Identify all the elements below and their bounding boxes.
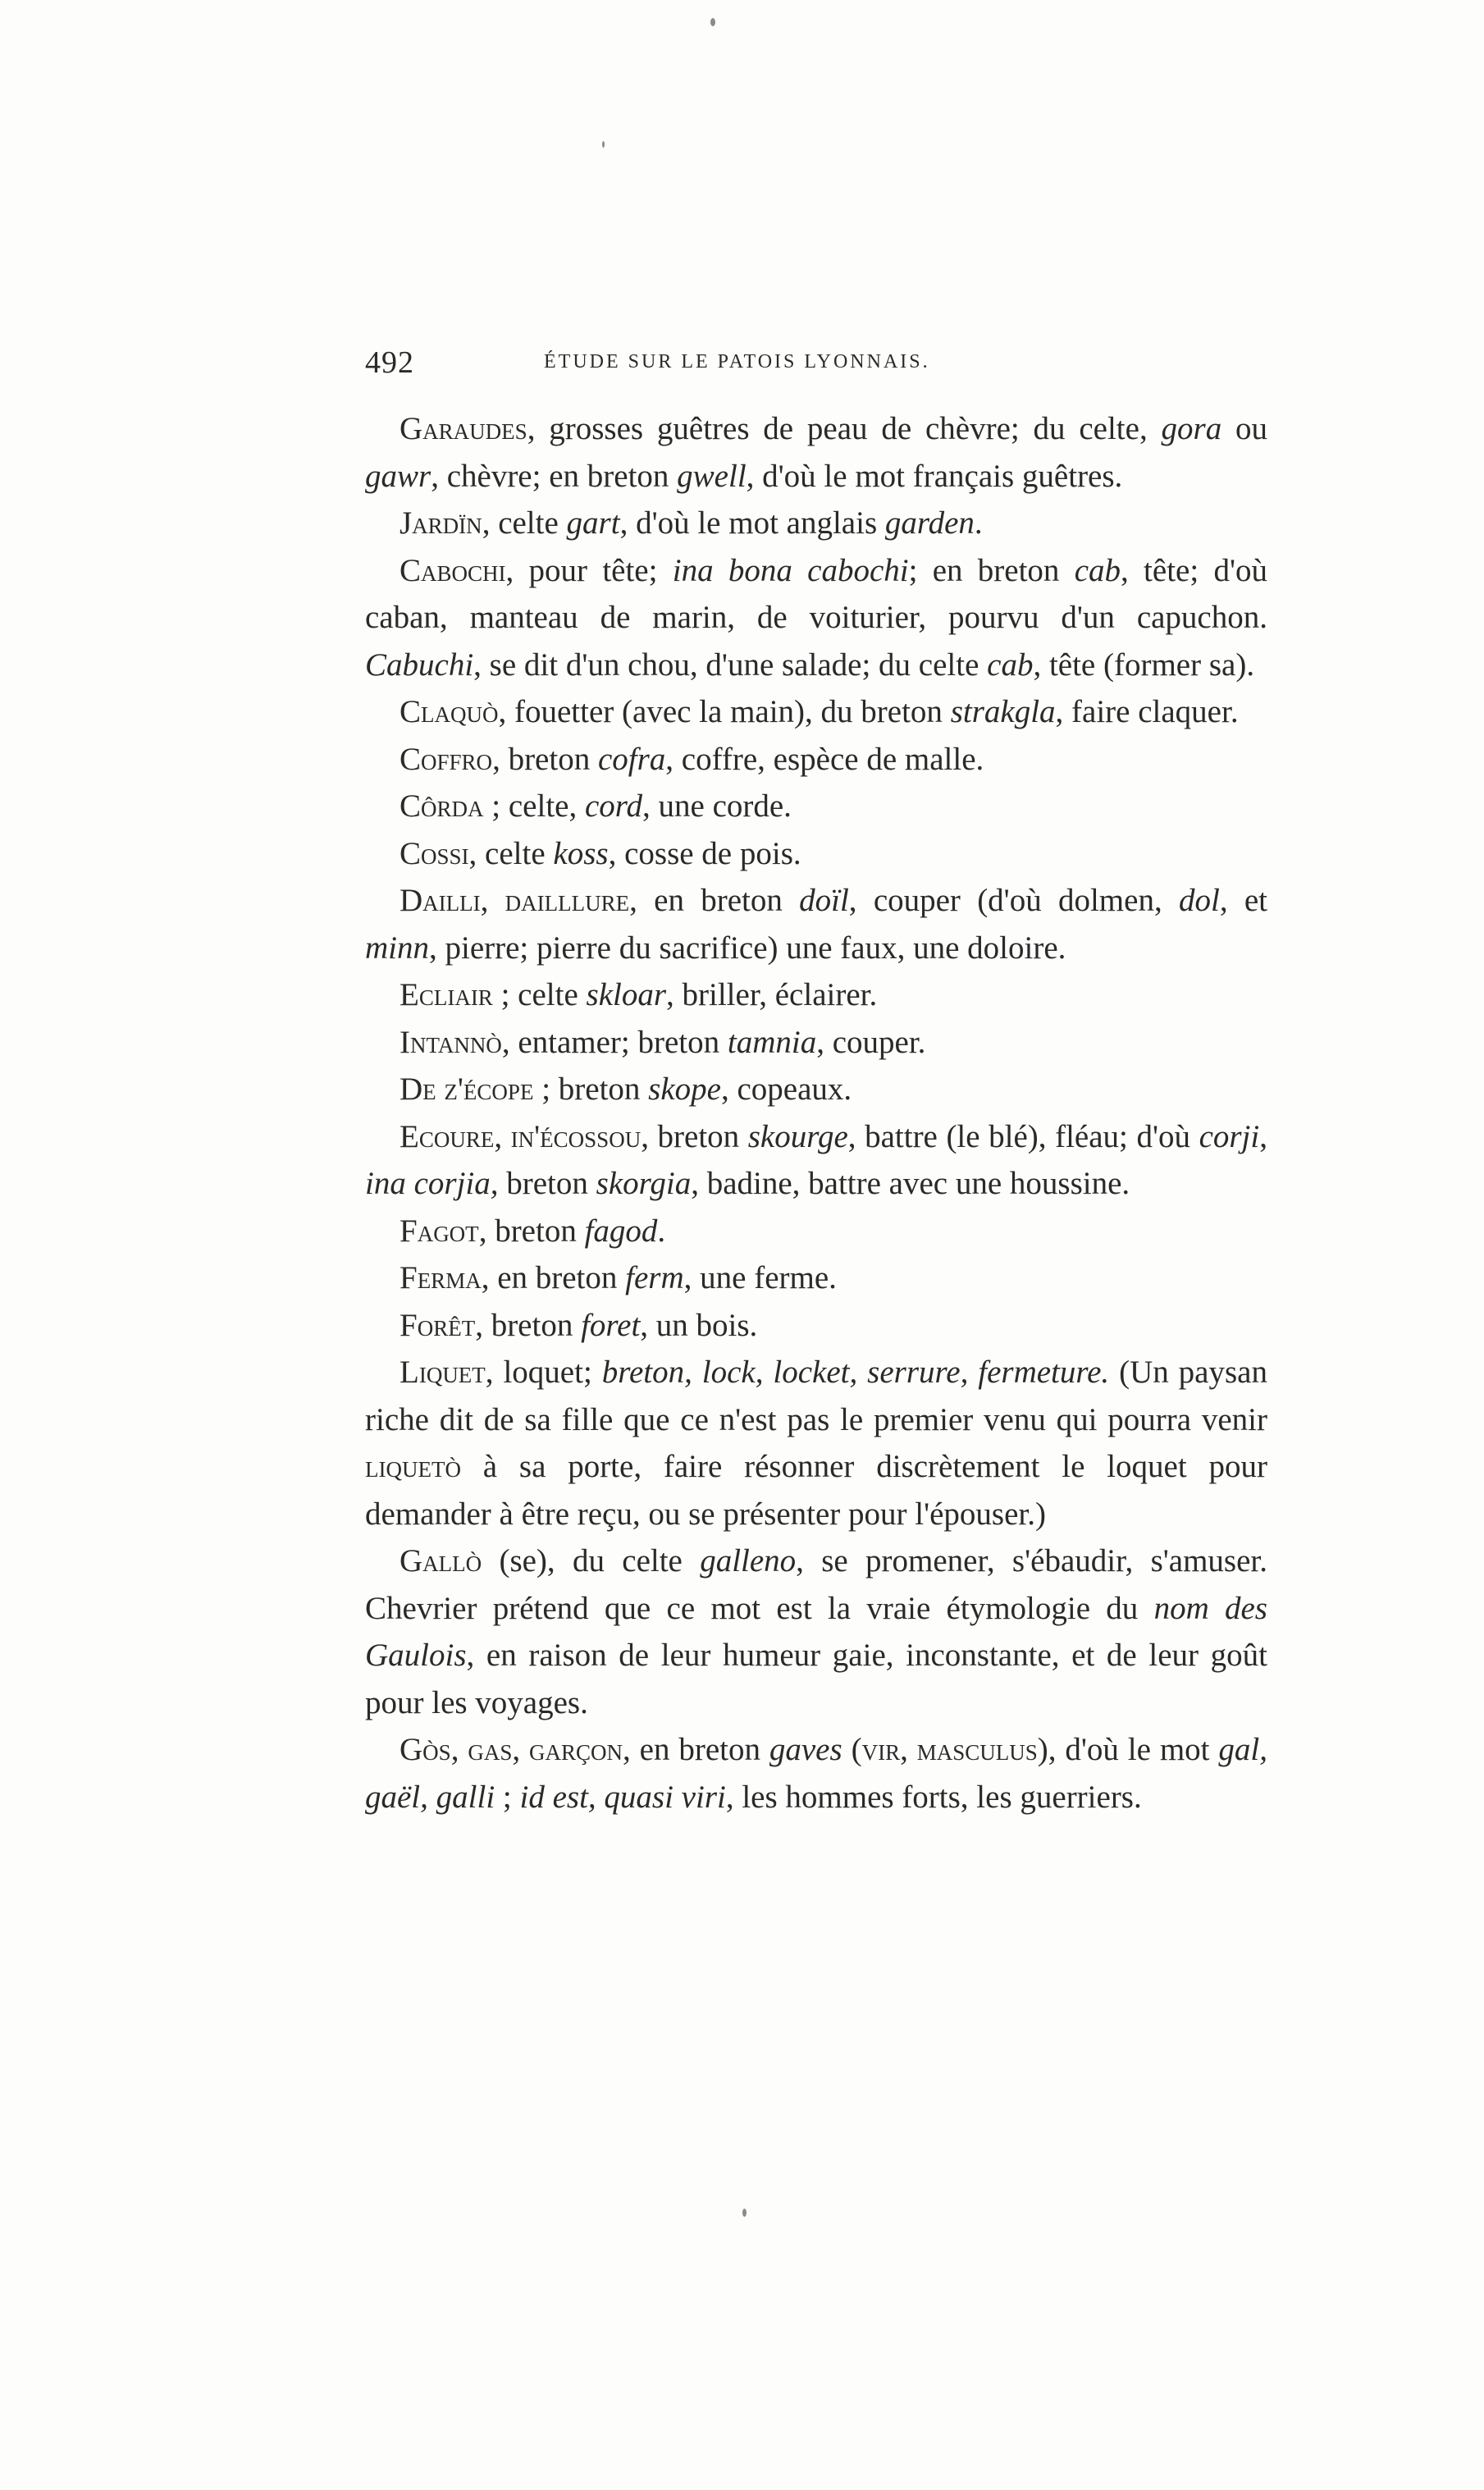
entry-italic: gwell [677,458,747,494]
entry-text: , coffre, espèce de malle. [665,741,984,777]
entry-italic: corji [1199,1118,1260,1154]
entry-text: , tête; d'où caban, manteau de marin, de voiturier, pourvu d'un capuchon. [365,552,1267,635]
entry-italic: gawr [365,458,432,494]
entry-text: ; en breton [908,552,1075,588]
entry-headword: Gòs [400,1732,451,1767]
entry-smallcaps: gas, garçon [468,1732,623,1767]
entry-corda [365,783,1267,830]
entry-ecoure [365,1113,1267,1208]
entry-claquo [365,688,1267,736]
entry-text: , breton [641,1118,748,1154]
entry-text: , un bois. [640,1307,758,1343]
ink-speck [742,2209,747,2217]
entry-text: , breton [475,1307,582,1343]
entry-italic: gaves [769,1732,842,1767]
entry-garaudes [365,405,1267,500]
entry-text: , se dit d'un chou, d'une salade; du celte [473,646,988,683]
entry-gos [365,1726,1267,1821]
entry-text: , se promener, s'ébaudir, s'amuser. Chevrier prétend que ce mot est la vraie étymologie du [365,1543,1267,1626]
entry-text: , cosse de pois. [608,835,801,871]
entry-cossi [365,830,1267,878]
entry-text: , badine, battre avec une houssine. [691,1166,1130,1201]
entry-headword: Ecoure, in'écossou [400,1118,642,1154]
entry-smallcaps: vir, masculus [861,1732,1038,1767]
entry-text: ; celte [492,977,587,1012]
entry-foret [365,1302,1267,1350]
entry-italic: Cabuchi [365,646,474,683]
running-head [365,345,1267,397]
entry-italic: tamnia [727,1024,817,1060]
entry-headword: Ferma [400,1260,482,1295]
entry-italic: doïl [799,883,849,918]
entry-text: ; celte, [483,788,585,824]
entry-italic: fagod [584,1213,658,1249]
entry-headword: Garaudes [400,411,527,446]
entry-headword: Dailli, dailllure [400,883,630,918]
ink-speck [602,141,605,148]
entry-italic: skope [648,1071,721,1107]
entry-italic: ina bona cabochi [672,552,909,588]
entry-intanno [365,1019,1267,1067]
entry-headword: Liquet [400,1355,486,1390]
entry-italic: cab [1074,552,1121,588]
entry-text: ( [842,1732,862,1767]
entry-fagot [365,1208,1267,1255]
entry-text: , celte [482,505,567,541]
entry-italic: galleno [700,1543,797,1579]
entry-gallo [365,1537,1267,1726]
entry-text: , une ferme. [683,1260,837,1295]
entry-ferma [365,1254,1267,1302]
entry-italic: dol [1178,883,1220,918]
entry-text: , battre (le blé), fléau; d'où [847,1118,1199,1154]
entry-text: , en breton [481,1260,626,1295]
entry-text: à sa porte, faire résonner discrètement le loquet pour demander à être reçu, ou se présenter pour l'épouser.) [365,1449,1267,1532]
entry-text: , [450,1732,468,1767]
entry-text: breton [498,1166,596,1201]
entry-italic: breton, lock, locket, serrure, fermeture. [601,1355,1110,1390]
entry-headword: Fagot [400,1213,479,1249]
entry-italic: nom des Gaulois [365,1590,1267,1673]
entry-text: , pierre; pierre du sacrifice) une faux, une doloire. [429,930,1066,966]
entry-italic: minn [365,930,429,966]
entry-text: , fouetter (avec la main), du breton [498,694,951,729]
entry-text: , [1259,1118,1267,1154]
entry-headword: Intannò [400,1024,502,1060]
entry-text: ; breton [533,1071,649,1107]
entry-text: , les hommes forts, les guerriers. [725,1779,1142,1815]
entry-text: ou [1221,411,1268,446]
page-number: 492 [365,345,414,380]
entry-text: , celte [468,835,554,871]
entry-text: . [657,1213,666,1249]
entry-headword: Cossi [400,835,469,871]
entry-italic: ferm [625,1260,684,1295]
entry-cabochi [365,547,1267,689]
entry-text: , loquet; [485,1355,602,1390]
entry-text: (Un paysan riche dit de sa fille que ce n'est pas le premier venu qui pourra venir [365,1355,1267,1437]
entry-text: ), d'où le mot [1037,1732,1219,1767]
entry-headword: De z'écope [400,1071,534,1107]
entry-text: , une corde. [642,788,792,824]
entry-headword: Forêt [400,1307,476,1343]
entry-headword: Claquò [400,694,499,729]
entry-text: ; [495,1779,520,1815]
entry-text: , en breton [623,1732,769,1767]
entry-text: , breton [492,741,598,777]
entry-text: (se), du celte [482,1543,701,1579]
entry-text: , grosses guêtres de peau de chèvre; du celte, [527,411,1162,446]
entry-text: . [974,505,983,541]
entry-italic: id est, quasi viri [519,1779,726,1815]
entry-headword: Coffro [400,741,493,777]
entry-italic: skorgia [596,1166,692,1201]
entry-text: , briller, éclairer. [666,977,878,1012]
entry-italic: skloar [586,977,667,1012]
entry-smallcaps: liquetò [365,1449,461,1484]
entry-jardin [365,500,1267,547]
entry-text: , d'où le mot anglais [619,505,885,541]
entry-text: , breton [478,1213,585,1249]
entry-liquet [365,1349,1267,1537]
entry-italic: koss [553,835,609,871]
entry-text: , en breton [629,883,800,918]
entry-ecliair [365,971,1267,1019]
entry-italic: skourge [747,1118,848,1154]
entry-text: , copeaux. [720,1071,852,1107]
entry-text: , faire claquer. [1055,694,1239,729]
entry-italic: cab [987,646,1034,683]
entry-headword: Ecliair [400,977,493,1012]
entry-italic: gal, gaël, galli [365,1732,1267,1815]
entry-text: , pour tête; [505,552,673,588]
entry-text: , d'où le mot français guêtres. [746,458,1123,494]
entry-text: , chèvre; en breton [431,458,678,494]
glossary-entries [365,405,1267,1821]
entry-headword: Gallò [400,1543,482,1579]
entry-text: , couper (d'où dolmen, [848,883,1179,918]
entry-headword: Côrda [400,788,484,824]
entry-de-zecope [365,1066,1267,1113]
entry-italic: strakgla [950,694,1056,729]
entry-dailli [365,877,1267,971]
entry-italic: garden [884,505,975,541]
entry-text: , couper. [816,1024,926,1060]
header-title: ÉTUDE SUR LE PATOIS LYONNAIS. [544,351,930,372]
entry-text: , entamer; breton [501,1024,728,1060]
entry-text: , tête (former sa). [1033,646,1255,683]
entry-italic: gart [566,505,620,541]
entry-italic: ina corjia, [365,1166,499,1201]
entry-headword: Cabochi [400,552,506,588]
entry-text: , en raison de leur humeur gaie, inconstante, et de leur goût pour les voyages. [365,1638,1267,1720]
entry-headword: Jardïn [400,505,482,541]
entry-italic: cofra [597,741,666,777]
entry-italic: gora [1161,411,1222,446]
entry-coffro [365,736,1267,784]
entry-text: , et [1219,883,1267,918]
entry-italic: foret [581,1307,641,1343]
ink-speck [710,18,715,26]
book-page [365,345,1267,1821]
entry-italic: cord [584,788,643,824]
